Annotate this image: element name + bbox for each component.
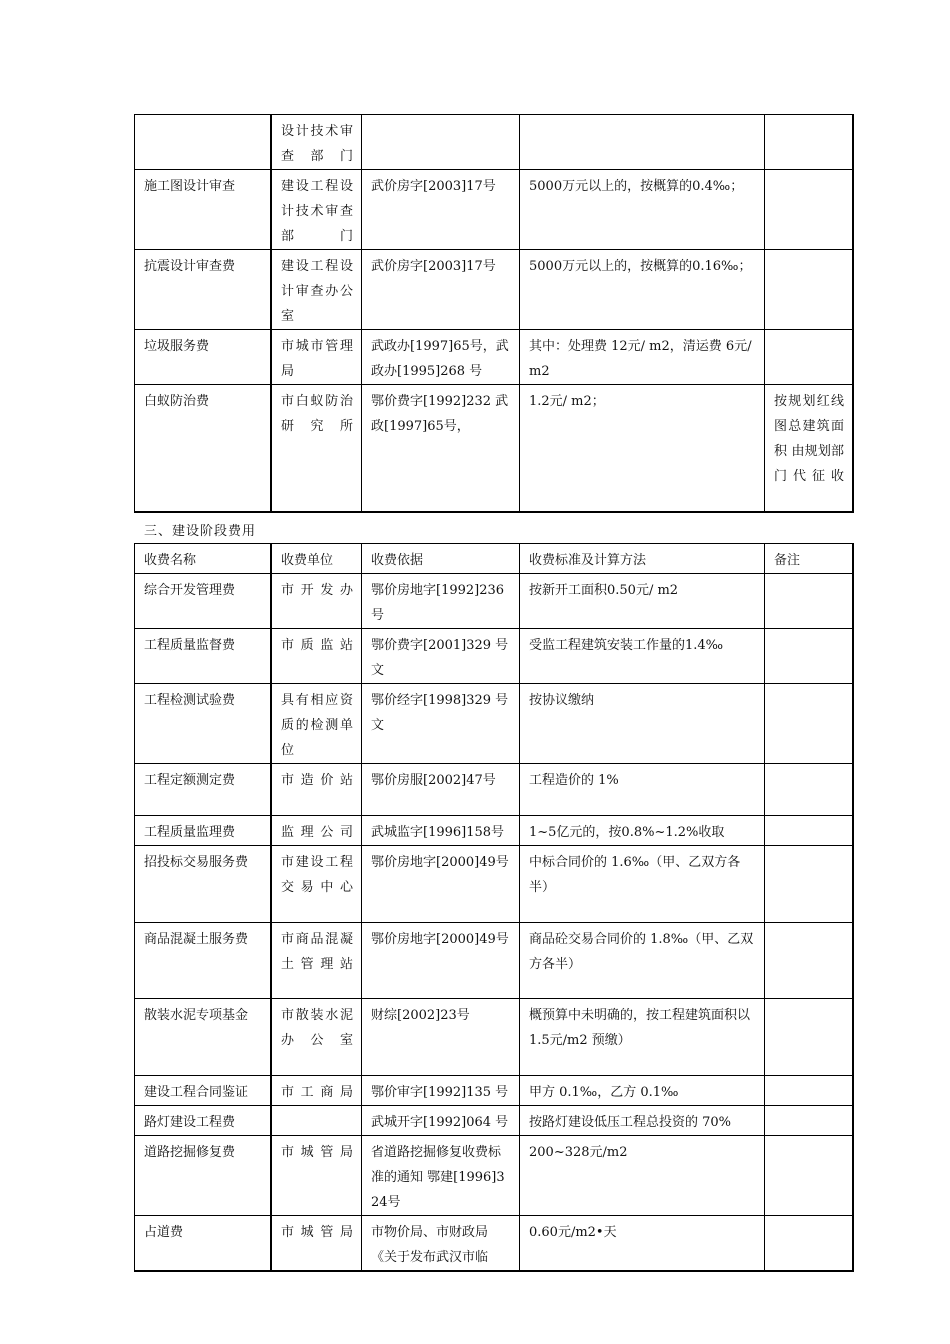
fee-unit-cell: 市开发办 [271, 574, 362, 629]
fee-unit-cell: 市散装水泥办公室 [271, 999, 362, 1076]
fee-standard-cell: 中标合同价的 1.6‰（甲、乙双方各半） [520, 846, 765, 923]
fee-name-cell [135, 115, 272, 170]
note-cell [765, 170, 854, 250]
fee-standard-cell: 概预算中未明确的，按工程建筑面积以 1.5元/m2 预缴） [520, 999, 765, 1076]
fee-unit-cell: 市城管局 [271, 1216, 362, 1272]
fee-unit-cell: 市城管局 [271, 1136, 362, 1216]
note-cell [765, 574, 854, 629]
fee-basis-cell: 武政办[1997]65号，武政办[1995]268 号 [362, 330, 520, 385]
fee-standard-cell: 按路灯建设低压工程总投资的 70% [520, 1106, 765, 1136]
fee-basis-cell [362, 115, 520, 170]
note-cell [765, 846, 854, 923]
note-cell [765, 1136, 854, 1216]
note-cell [765, 999, 854, 1076]
fee-basis-cell: 鄂价费字[2001]329 号文 [362, 629, 520, 684]
note-cell [765, 1076, 854, 1106]
note-cell [765, 629, 854, 684]
fee-basis-cell: 财综[2002]23号 [362, 999, 520, 1076]
fee-name-cell: 道路挖掘修复费 [135, 1136, 272, 1216]
fee-basis-cell: 省道路挖掘修复收费标准的通知 鄂建[1996]324号 [362, 1136, 520, 1216]
fee-standard-cell: 5000万元以上的，按概算的0.4‰； [520, 170, 765, 250]
note-cell [765, 684, 854, 764]
fee-name-cell: 工程质量监理费 [135, 816, 272, 846]
table-row [135, 330, 854, 385]
fee-standard-cell: 甲方 0.1‰，乙方 0.1‰ [520, 1076, 765, 1106]
fee-unit-cell: 设计技术审查部门 [271, 115, 362, 170]
fee-basis-cell: 鄂价房地字[1992]236号 [362, 574, 520, 629]
fee-unit-cell: 市造价站 [271, 764, 362, 816]
fee-unit-cell: 市白蚁防治研究所 [271, 385, 362, 513]
section-title: 三、建设阶段费用 [144, 524, 257, 539]
fee-standard-cell: 按新开工面积0.50元/ m2 [520, 574, 765, 629]
fee-standard-cell: 其中：处理费 12元/ m2，清运费 6元/ m2 [520, 330, 765, 385]
construction-stage-fee-table [134, 543, 854, 1272]
fee-standard-cell: 0.60元/m2•天 [520, 1216, 765, 1272]
fee-basis-cell: 鄂价房服[2002]47号 [362, 764, 520, 816]
fee-standard-cell [520, 115, 765, 170]
table-row [135, 1076, 854, 1106]
note-cell [765, 250, 854, 330]
note-cell [765, 923, 854, 999]
header-note: 备注 [765, 544, 854, 574]
fee-basis-cell: 鄂价房地字[2000]49号 [362, 846, 520, 923]
header-fee-basis: 收费依据 [362, 544, 520, 574]
fee-basis-cell: 武价房字[2003]17号 [362, 170, 520, 250]
fee-unit-cell: 市建设工程交易中心 [271, 846, 362, 923]
table-row [135, 764, 854, 816]
fee-name-cell: 散装水泥专项基金 [135, 999, 272, 1076]
fee-unit-cell: 建设工程设计审查办公室 [271, 250, 362, 330]
fee-unit-cell: 监理公司 [271, 816, 362, 846]
fee-name-cell: 施工图设计审查 [135, 170, 272, 250]
table-row [135, 923, 854, 999]
header-fee-unit: 收费单位 [271, 544, 362, 574]
fee-basis-cell: 鄂价费字[1992]232 武政[1997]65号， [362, 385, 520, 513]
table-row [135, 1106, 854, 1136]
fee-unit-cell: 市工商局 [271, 1076, 362, 1106]
note-cell [765, 816, 854, 846]
fee-basis-cell: 鄂价审字[1992]135 号 [362, 1076, 520, 1106]
fee-name-cell: 招投标交易服务费 [135, 846, 272, 923]
fee-basis-cell: 武城开字[1992]064 号 [362, 1106, 520, 1136]
fee-standard-cell: 1~5亿元的，按0.8%~1.2%收取 [520, 816, 765, 846]
fee-name-cell: 抗震设计审查费 [135, 250, 272, 330]
table-row [135, 816, 854, 846]
fee-basis-cell: 鄂价房地字[2000]49号 [362, 923, 520, 999]
fee-name-cell: 垃圾服务费 [135, 330, 272, 385]
note-cell [765, 1216, 854, 1272]
table-row [135, 385, 854, 513]
fee-standard-cell: 1.2元/ m2； [520, 385, 765, 513]
table-row [135, 999, 854, 1076]
table-row [135, 574, 854, 629]
note-cell [765, 764, 854, 816]
fee-unit-cell [271, 1106, 362, 1136]
fee-unit-cell: 具有相应资质的检测单位 [271, 684, 362, 764]
table-row [135, 846, 854, 923]
header-fee-name: 收费名称 [135, 544, 272, 574]
fee-basis-cell: 市物价局、市财政局《关于发布武汉市临 [362, 1216, 520, 1272]
fee-name-cell: 工程质量监督费 [135, 629, 272, 684]
fee-name-cell: 路灯建设工程费 [135, 1106, 272, 1136]
fee-unit-cell: 市质监站 [271, 629, 362, 684]
fee-table-continued [134, 114, 854, 513]
fee-standard-cell: 工程造价的 1% [520, 764, 765, 816]
table-row [135, 250, 854, 330]
table-row [135, 629, 854, 684]
table-header-row [135, 544, 854, 574]
fee-standard-cell: 5000万元以上的，按概算的0.16‰； [520, 250, 765, 330]
fee-standard-cell: 按协议缴纳 [520, 684, 765, 764]
fee-unit-cell: 市城市管理局 [271, 330, 362, 385]
fee-name-cell: 建设工程合同鉴证 [135, 1076, 272, 1106]
fee-standard-cell: 商品砼交易合同价的 1.8‰（甲、乙双方各半） [520, 923, 765, 999]
fee-name-cell: 白蚁防治费 [135, 385, 272, 513]
fee-name-cell: 工程定额测定费 [135, 764, 272, 816]
note-cell [765, 330, 854, 385]
note-cell [765, 1106, 854, 1136]
fee-name-cell: 商品混凝土服务费 [135, 923, 272, 999]
fee-unit-cell: 建设工程设计技术审查部门 [271, 170, 362, 250]
note-cell [765, 115, 854, 170]
fee-basis-cell: 武价房字[2003]17号 [362, 250, 520, 330]
fee-basis-cell: 鄂价经字[1998]329 号文 [362, 684, 520, 764]
fee-name-cell: 工程检测试验费 [135, 684, 272, 764]
fee-basis-cell: 武城监字[1996]158号 [362, 816, 520, 846]
fee-name-cell: 占道费 [135, 1216, 272, 1272]
fee-name-cell: 综合开发管理费 [135, 574, 272, 629]
fee-standard-cell: 受监工程建筑安装工作量的1.4‰ [520, 629, 765, 684]
header-fee-standard: 收费标准及计算方法 [520, 544, 765, 574]
note-cell: 按规划红线图总建筑面积 由规划部门代征收 [765, 385, 854, 513]
table-row [135, 170, 854, 250]
table-row [135, 1136, 854, 1216]
fee-standard-cell: 200~328元/m2 [520, 1136, 765, 1216]
table-row [135, 115, 854, 170]
table-row [135, 684, 854, 764]
fee-unit-cell: 市商品混凝土管理站 [271, 923, 362, 999]
table-row [135, 1216, 854, 1272]
